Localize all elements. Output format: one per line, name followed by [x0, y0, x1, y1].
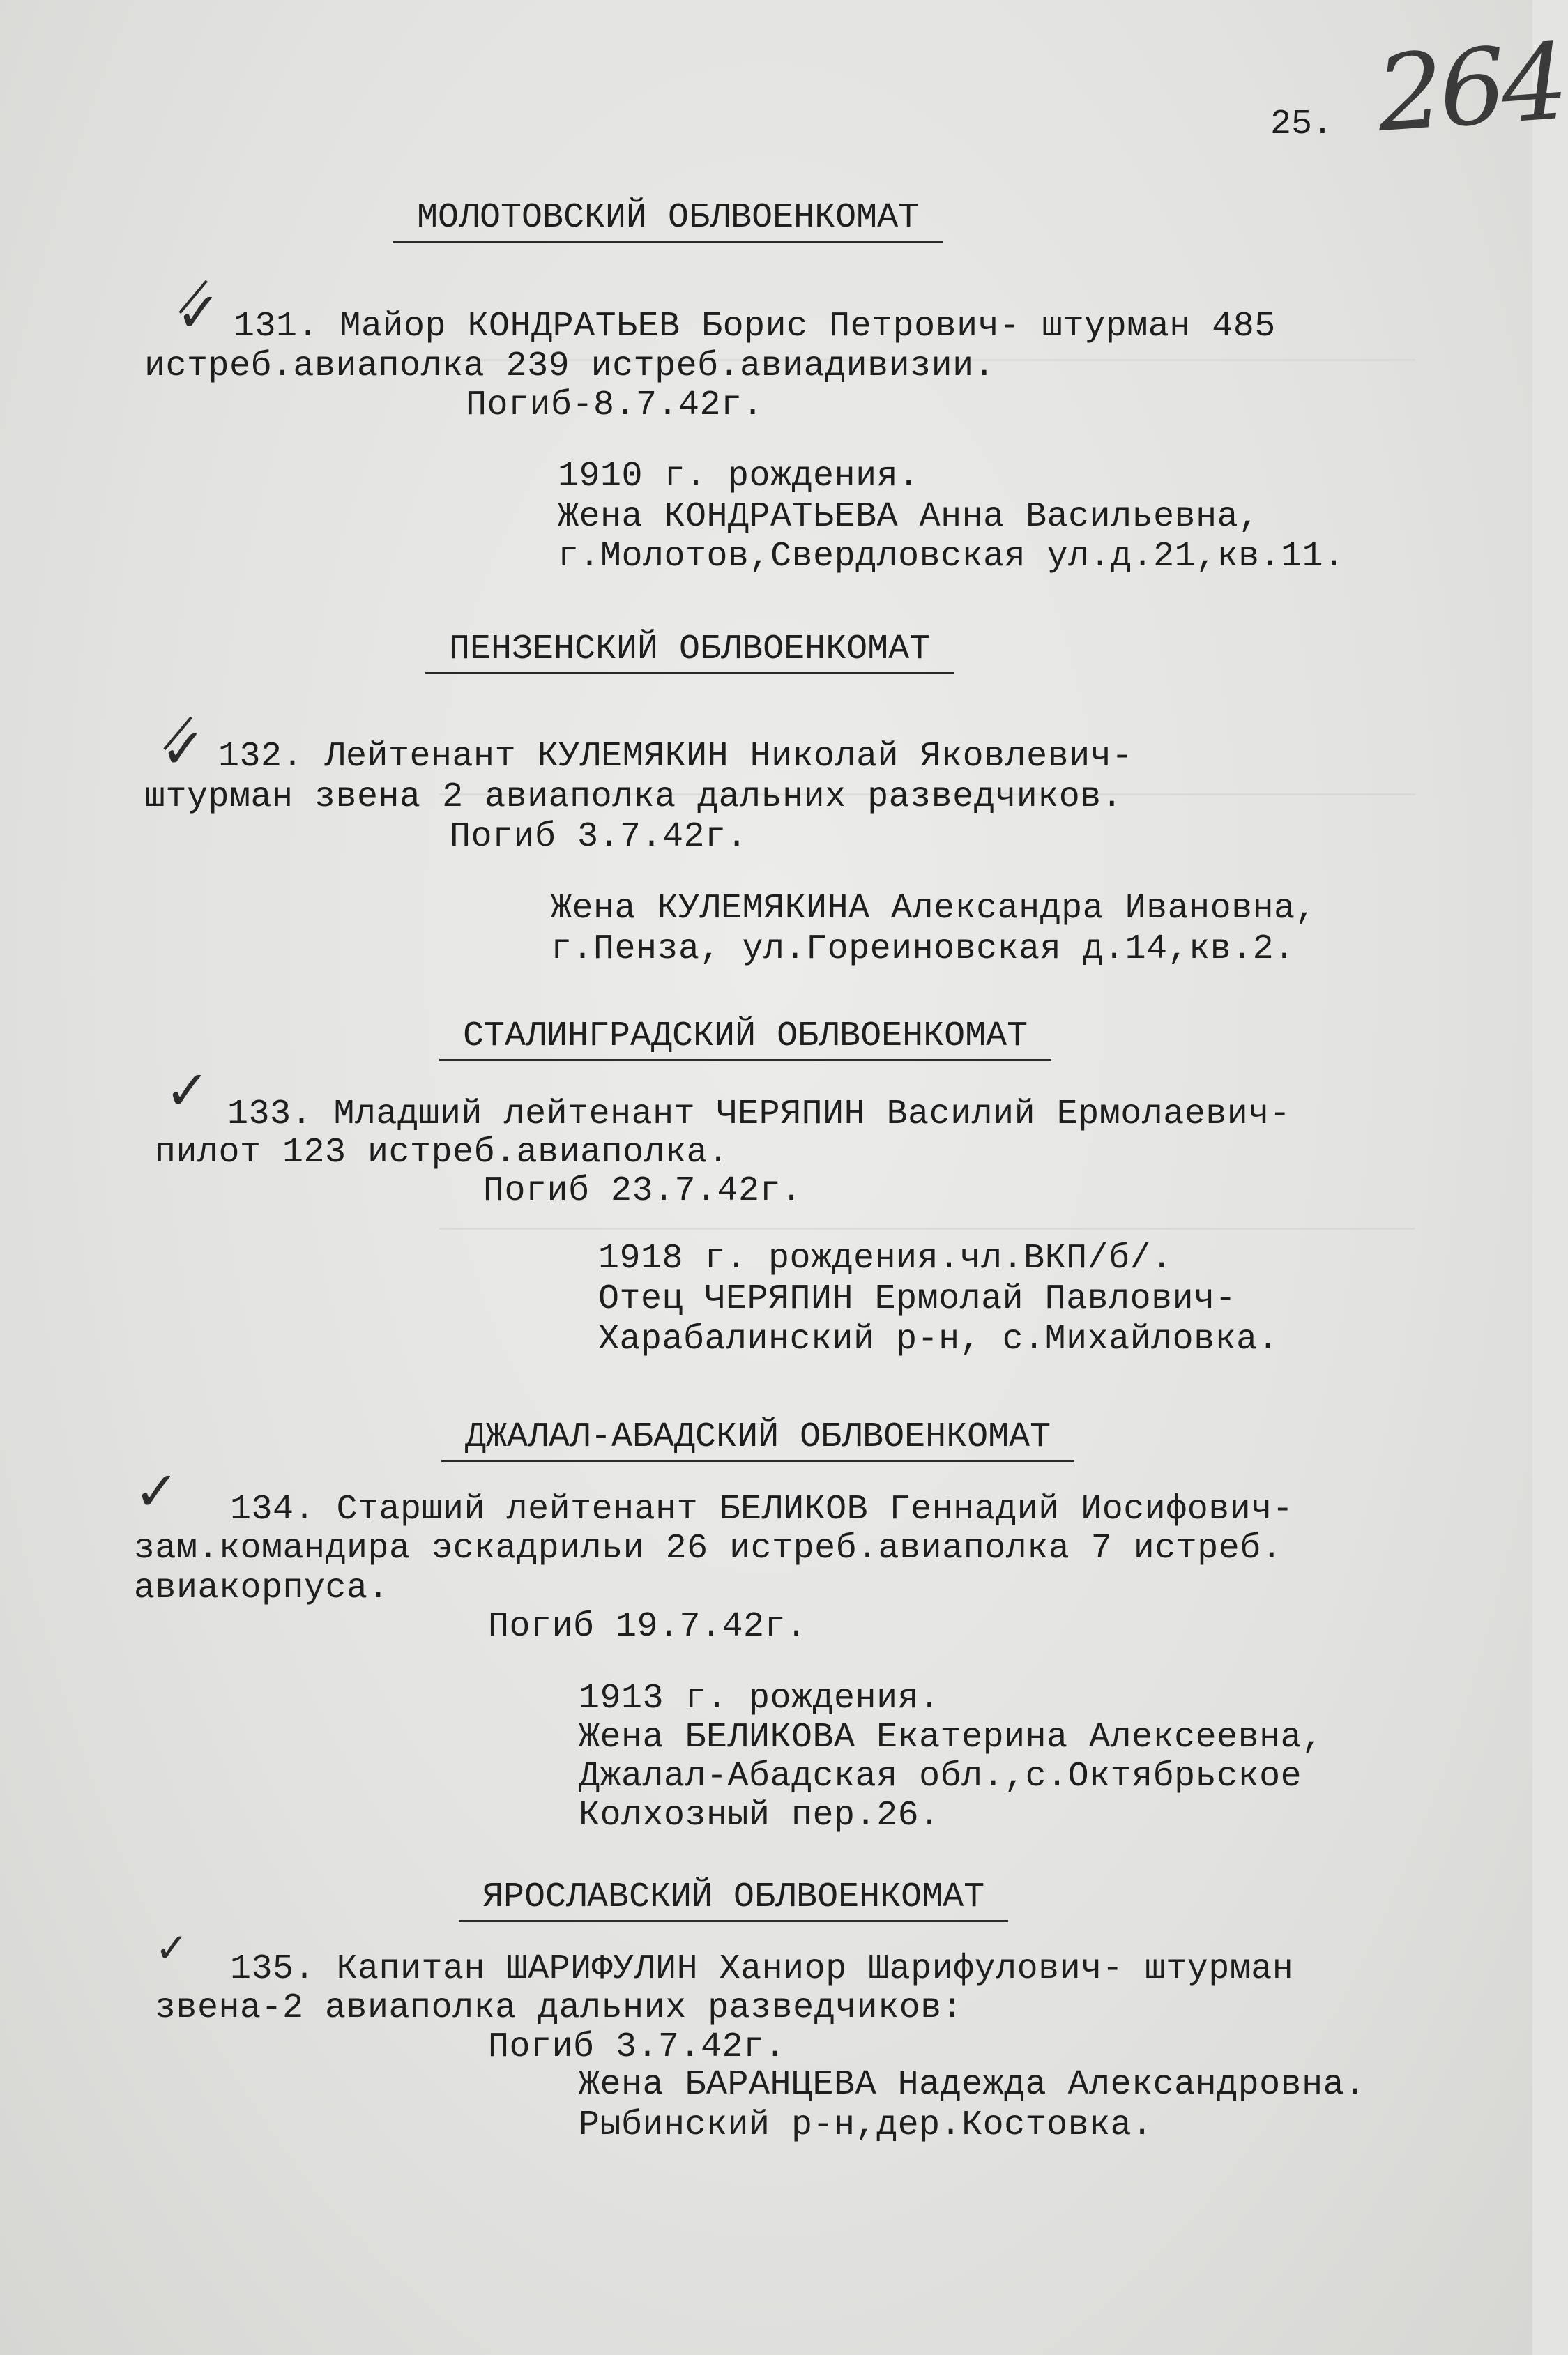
- entry-134-line-3: авиакорпуса.: [134, 1569, 390, 1608]
- entry-135-address: Рыбинский р-н,дер.Костовка.: [579, 2105, 1153, 2145]
- entry-132-line-2: штурман звена 2 авиаполка дальних разведчиков.: [144, 777, 1123, 817]
- section-heading-molotov: МОЛОТОВСКИЙ ОБЛВОЕНКОМАТ: [393, 198, 943, 243]
- entry-132-relative: Жена КУЛЕМЯКИНА Александра Ивановна,: [551, 889, 1317, 929]
- section-heading-stalingrad: СТАЛИНГРАДСКИЙ ОБЛВОЕНКОМАТ: [439, 1016, 1051, 1061]
- entry-133-line-1: 133. Младший лейтенант ЧЕРЯПИН Василий Ермолаевич-: [227, 1095, 1291, 1134]
- checkmark-icon: ✓: [165, 1060, 211, 1122]
- entry-133-relative: Отец ЧЕРЯПИН Ермолай Павлович-: [598, 1279, 1237, 1319]
- entry-131-relative: Жена КОНДРАТЬЕВА Анна Васильевна,: [558, 497, 1260, 537]
- entry-133-birth-year: 1918 г. рождения.чл.ВКП/б/.: [598, 1239, 1173, 1279]
- entry-134-address: Джалал-Абадская обл.,с.Октябрьское: [579, 1757, 1302, 1797]
- entry-134-birth-year: 1913 г. рождения.: [579, 1679, 941, 1718]
- entry-131-address: г.Молотов,Свердловская ул.д.21,кв.11.: [558, 537, 1345, 577]
- checkmark-icon: ✓: [134, 1461, 180, 1523]
- entry-131-line-2: истреб.авиаполка 239 истреб.авиадивизии.: [144, 346, 996, 386]
- archive-folio-number: 264: [1373, 21, 1568, 156]
- entry-134-relative: Жена БЕЛИКОВА Екатерина Алексеевна,: [579, 1718, 1323, 1758]
- entry-133-death-date: Погиб 23.7.42г.: [483, 1171, 802, 1211]
- entry-134-address-2: Колхозный пер.26.: [579, 1796, 941, 1836]
- entry-135-death-date: Погиб 3.7.42г.: [488, 2027, 786, 2067]
- entry-133-line-2: пилот 123 истреб.авиаполка.: [155, 1133, 729, 1173]
- entry-132-line-1: 132. Лейтенант КУЛЕМЯКИН Николай Яковлевич-: [218, 737, 1133, 777]
- page-number: 25.: [1270, 105, 1334, 144]
- section-heading-yaroslavl: ЯРОСЛАВСКИЙ ОБЛВОЕНКОМАТ: [459, 1877, 1008, 1922]
- entry-135-line-2: звена-2 авиаполка дальних разведчиков:: [155, 1988, 964, 2028]
- entry-134-line-2: зам.командира эскадрильи 26 истреб.авиаполка 7 истреб.: [134, 1529, 1283, 1569]
- entry-133-address: Харабалинский р-н, с.Михайловка.: [598, 1320, 1279, 1359]
- entry-134-death-date: Погиб 19.7.42г.: [488, 1607, 807, 1647]
- entry-135-line-1: 135. Капитан ШАРИФУЛИН Ханиор Шарифулович- штурман: [230, 1949, 1294, 1989]
- entry-135-relative: Жена БАРАНЦЕВА Надежда Александровна.: [579, 2065, 1366, 2105]
- entry-132-address: г.Пенза, ул.Гореиновская д.14,кв.2.: [551, 929, 1295, 969]
- section-heading-penza: ПЕНЗЕНСКИЙ ОБЛВОЕНКОМАТ: [425, 630, 954, 674]
- entry-131-death-date: Погиб-8.7.42г.: [466, 386, 764, 425]
- section-heading-jalal-abad: ДЖАЛАЛ-АБАДСКИЙ ОБЛВОЕНКОМАТ: [441, 1417, 1074, 1462]
- checkmark-icon: ✓: [176, 282, 222, 344]
- entry-134-line-1: 134. Старший лейтенант БЕЛИКОВ Геннадий Иосифович-: [230, 1490, 1294, 1530]
- entry-131-birth-year: 1910 г. рождения.: [558, 457, 920, 496]
- checkmark-icon: ✓: [155, 1924, 189, 1972]
- entry-131-line-1: 131. Майор КОНДРАТЬЕВ Борис Петрович- штурман 485: [234, 307, 1276, 346]
- entry-132-death-date: Погиб 3.7.42г.: [450, 817, 748, 857]
- checkmark-icon: ✓: [160, 718, 206, 781]
